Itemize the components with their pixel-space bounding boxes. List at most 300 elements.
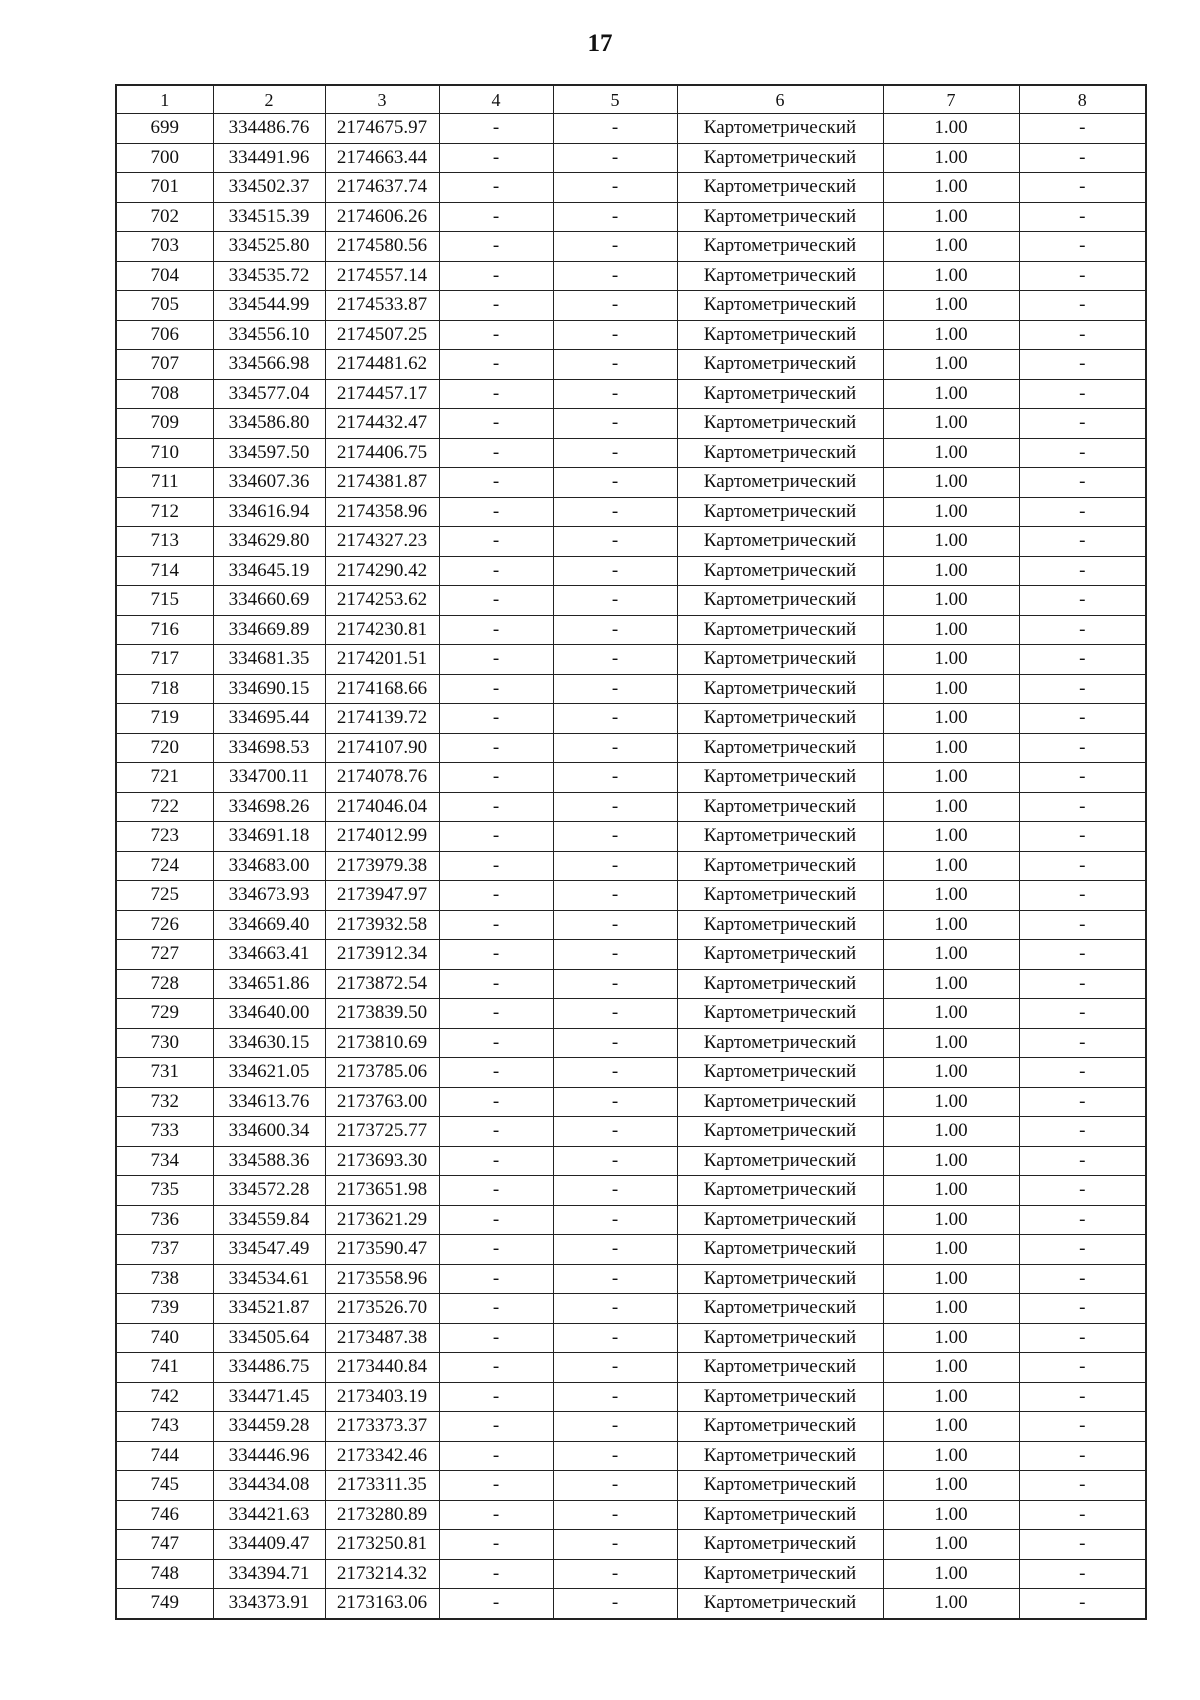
column-5-cell: - bbox=[553, 645, 677, 675]
column-5-cell: - bbox=[553, 261, 677, 291]
x-coordinate-cell: 334669.40 bbox=[213, 910, 325, 940]
y-coordinate-cell: 2174406.75 bbox=[325, 438, 439, 468]
column-5-cell: - bbox=[553, 733, 677, 763]
header-row bbox=[116, 85, 1146, 114]
point-number-cell: 715 bbox=[116, 586, 213, 616]
x-coordinate-cell: 334491.96 bbox=[213, 143, 325, 173]
column-5-cell: - bbox=[553, 1353, 677, 1383]
column-5-cell: - bbox=[553, 851, 677, 881]
column-5-cell: - bbox=[553, 1294, 677, 1324]
column-5-cell: - bbox=[553, 173, 677, 203]
column-4-cell: - bbox=[439, 143, 553, 173]
table-row bbox=[116, 822, 1146, 852]
accuracy-cell: 1.00 bbox=[883, 1117, 1019, 1147]
point-number-cell: 730 bbox=[116, 1028, 213, 1058]
point-number-cell: 706 bbox=[116, 320, 213, 350]
y-coordinate-cell: 2174507.25 bbox=[325, 320, 439, 350]
column-header-1: 1 bbox=[116, 85, 213, 114]
method-cell: Картометрический bbox=[677, 1264, 883, 1294]
column-8-cell: - bbox=[1019, 291, 1146, 321]
method-cell: Картометрический bbox=[677, 1205, 883, 1235]
table-row bbox=[116, 1412, 1146, 1442]
column-4-cell: - bbox=[439, 881, 553, 911]
column-8-cell: - bbox=[1019, 1530, 1146, 1560]
x-coordinate-cell: 334409.47 bbox=[213, 1530, 325, 1560]
accuracy-cell: 1.00 bbox=[883, 704, 1019, 734]
method-cell: Картометрический bbox=[677, 1500, 883, 1530]
column-8-cell: - bbox=[1019, 1058, 1146, 1088]
column-5-cell: - bbox=[553, 1205, 677, 1235]
point-number-cell: 703 bbox=[116, 232, 213, 262]
accuracy-cell: 1.00 bbox=[883, 1500, 1019, 1530]
method-cell: Картометрический bbox=[677, 704, 883, 734]
point-number-cell: 749 bbox=[116, 1589, 213, 1619]
column-4-cell: - bbox=[439, 320, 553, 350]
y-coordinate-cell: 2173725.77 bbox=[325, 1117, 439, 1147]
column-4-cell: - bbox=[439, 527, 553, 557]
x-coordinate-cell: 334700.11 bbox=[213, 763, 325, 793]
column-4-cell: - bbox=[439, 497, 553, 527]
accuracy-cell: 1.00 bbox=[883, 261, 1019, 291]
table-row bbox=[116, 556, 1146, 586]
point-number-cell: 742 bbox=[116, 1382, 213, 1412]
accuracy-cell: 1.00 bbox=[883, 468, 1019, 498]
column-4-cell: - bbox=[439, 1441, 553, 1471]
column-4-cell: - bbox=[439, 586, 553, 616]
accuracy-cell: 1.00 bbox=[883, 320, 1019, 350]
y-coordinate-cell: 2174637.74 bbox=[325, 173, 439, 203]
column-8-cell: - bbox=[1019, 822, 1146, 852]
column-8-cell: - bbox=[1019, 379, 1146, 409]
point-number-cell: 739 bbox=[116, 1294, 213, 1324]
table-row bbox=[116, 1117, 1146, 1147]
point-number-cell: 733 bbox=[116, 1117, 213, 1147]
column-5-cell: - bbox=[553, 704, 677, 734]
table-row bbox=[116, 202, 1146, 232]
accuracy-cell: 1.00 bbox=[883, 674, 1019, 704]
point-number-cell: 743 bbox=[116, 1412, 213, 1442]
x-coordinate-cell: 334669.89 bbox=[213, 615, 325, 645]
column-4-cell: - bbox=[439, 704, 553, 734]
y-coordinate-cell: 2174253.62 bbox=[325, 586, 439, 616]
y-coordinate-cell: 2173651.98 bbox=[325, 1176, 439, 1206]
method-cell: Картометрический bbox=[677, 1471, 883, 1501]
column-8-cell: - bbox=[1019, 114, 1146, 144]
column-5-cell: - bbox=[553, 438, 677, 468]
point-number-cell: 702 bbox=[116, 202, 213, 232]
column-8-cell: - bbox=[1019, 556, 1146, 586]
column-4-cell: - bbox=[439, 1412, 553, 1442]
x-coordinate-cell: 334695.44 bbox=[213, 704, 325, 734]
point-number-cell: 741 bbox=[116, 1353, 213, 1383]
accuracy-cell: 1.00 bbox=[883, 1176, 1019, 1206]
column-5-cell: - bbox=[553, 1500, 677, 1530]
column-8-cell: - bbox=[1019, 350, 1146, 380]
table-row bbox=[116, 1146, 1146, 1176]
column-8-cell: - bbox=[1019, 1353, 1146, 1383]
column-5-cell: - bbox=[553, 1382, 677, 1412]
column-8-cell: - bbox=[1019, 1559, 1146, 1589]
method-cell: Картометрический bbox=[677, 379, 883, 409]
accuracy-cell: 1.00 bbox=[883, 1058, 1019, 1088]
column-4-cell: - bbox=[439, 350, 553, 380]
column-8-cell: - bbox=[1019, 143, 1146, 173]
column-4-cell: - bbox=[439, 1353, 553, 1383]
point-number-cell: 744 bbox=[116, 1441, 213, 1471]
column-4-cell: - bbox=[439, 1087, 553, 1117]
y-coordinate-cell: 2174481.62 bbox=[325, 350, 439, 380]
table-row bbox=[116, 1471, 1146, 1501]
table-row bbox=[116, 763, 1146, 793]
column-8-cell: - bbox=[1019, 320, 1146, 350]
table-row bbox=[116, 1530, 1146, 1560]
x-coordinate-cell: 334535.72 bbox=[213, 261, 325, 291]
y-coordinate-cell: 2174046.04 bbox=[325, 792, 439, 822]
table-row bbox=[116, 438, 1146, 468]
column-4-cell: - bbox=[439, 1264, 553, 1294]
column-header-2: 2 bbox=[213, 85, 325, 114]
accuracy-cell: 1.00 bbox=[883, 999, 1019, 1029]
column-4-cell: - bbox=[439, 1176, 553, 1206]
x-coordinate-cell: 334651.86 bbox=[213, 969, 325, 999]
table-row bbox=[116, 792, 1146, 822]
method-cell: Картометрический bbox=[677, 615, 883, 645]
accuracy-cell: 1.00 bbox=[883, 1441, 1019, 1471]
point-number-cell: 747 bbox=[116, 1530, 213, 1560]
y-coordinate-cell: 2174107.90 bbox=[325, 733, 439, 763]
accuracy-cell: 1.00 bbox=[883, 1028, 1019, 1058]
accuracy-cell: 1.00 bbox=[883, 232, 1019, 262]
table-row bbox=[116, 704, 1146, 734]
point-number-cell: 712 bbox=[116, 497, 213, 527]
table-row bbox=[116, 527, 1146, 557]
y-coordinate-cell: 2174533.87 bbox=[325, 291, 439, 321]
accuracy-cell: 1.00 bbox=[883, 1412, 1019, 1442]
column-5-cell: - bbox=[553, 586, 677, 616]
method-cell: Картометрический bbox=[677, 1176, 883, 1206]
method-cell: Картометрический bbox=[677, 763, 883, 793]
y-coordinate-cell: 2173621.29 bbox=[325, 1205, 439, 1235]
point-number-cell: 723 bbox=[116, 822, 213, 852]
accuracy-cell: 1.00 bbox=[883, 910, 1019, 940]
point-number-cell: 729 bbox=[116, 999, 213, 1029]
column-8-cell: - bbox=[1019, 645, 1146, 675]
method-cell: Картометрический bbox=[677, 645, 883, 675]
y-coordinate-cell: 2174675.97 bbox=[325, 114, 439, 144]
y-coordinate-cell: 2174557.14 bbox=[325, 261, 439, 291]
method-cell: Картометрический bbox=[677, 143, 883, 173]
x-coordinate-cell: 334607.36 bbox=[213, 468, 325, 498]
y-coordinate-cell: 2174432.47 bbox=[325, 409, 439, 439]
column-8-cell: - bbox=[1019, 1028, 1146, 1058]
table-row bbox=[116, 733, 1146, 763]
method-cell: Картометрический bbox=[677, 1589, 883, 1619]
method-cell: Картометрический bbox=[677, 1530, 883, 1560]
y-coordinate-cell: 2174290.42 bbox=[325, 556, 439, 586]
column-5-cell: - bbox=[553, 1028, 677, 1058]
column-header-5: 5 bbox=[553, 85, 677, 114]
column-8-cell: - bbox=[1019, 497, 1146, 527]
column-8-cell: - bbox=[1019, 232, 1146, 262]
y-coordinate-cell: 2174457.17 bbox=[325, 379, 439, 409]
table-row bbox=[116, 910, 1146, 940]
x-coordinate-cell: 334683.00 bbox=[213, 851, 325, 881]
accuracy-cell: 1.00 bbox=[883, 1264, 1019, 1294]
point-number-cell: 708 bbox=[116, 379, 213, 409]
x-coordinate-cell: 334515.39 bbox=[213, 202, 325, 232]
point-number-cell: 738 bbox=[116, 1264, 213, 1294]
point-number-cell: 726 bbox=[116, 910, 213, 940]
accuracy-cell: 1.00 bbox=[883, 1087, 1019, 1117]
column-5-cell: - bbox=[553, 792, 677, 822]
method-cell: Картометрический bbox=[677, 350, 883, 380]
column-8-cell: - bbox=[1019, 1205, 1146, 1235]
accuracy-cell: 1.00 bbox=[883, 143, 1019, 173]
method-cell: Картометрический bbox=[677, 586, 883, 616]
column-8-cell: - bbox=[1019, 851, 1146, 881]
column-8-cell: - bbox=[1019, 674, 1146, 704]
column-5-cell: - bbox=[553, 1589, 677, 1619]
point-number-cell: 707 bbox=[116, 350, 213, 380]
accuracy-cell: 1.00 bbox=[883, 881, 1019, 911]
column-8-cell: - bbox=[1019, 1087, 1146, 1117]
column-5-cell: - bbox=[553, 320, 677, 350]
column-5-cell: - bbox=[553, 497, 677, 527]
method-cell: Картометрический bbox=[677, 320, 883, 350]
point-number-cell: 719 bbox=[116, 704, 213, 734]
table-row bbox=[116, 497, 1146, 527]
column-8-cell: - bbox=[1019, 1235, 1146, 1265]
column-4-cell: - bbox=[439, 1589, 553, 1619]
method-cell: Картометрический bbox=[677, 114, 883, 144]
method-cell: Картометрический bbox=[677, 232, 883, 262]
column-8-cell: - bbox=[1019, 1382, 1146, 1412]
column-8-cell: - bbox=[1019, 1589, 1146, 1619]
column-8-cell: - bbox=[1019, 1146, 1146, 1176]
column-5-cell: - bbox=[553, 556, 677, 586]
method-cell: Картометрический bbox=[677, 1559, 883, 1589]
column-4-cell: - bbox=[439, 291, 553, 321]
column-4-cell: - bbox=[439, 173, 553, 203]
accuracy-cell: 1.00 bbox=[883, 792, 1019, 822]
x-coordinate-cell: 334660.69 bbox=[213, 586, 325, 616]
accuracy-cell: 1.00 bbox=[883, 173, 1019, 203]
column-4-cell: - bbox=[439, 261, 553, 291]
y-coordinate-cell: 2174168.66 bbox=[325, 674, 439, 704]
point-number-cell: 734 bbox=[116, 1146, 213, 1176]
column-8-cell: - bbox=[1019, 202, 1146, 232]
y-coordinate-cell: 2174012.99 bbox=[325, 822, 439, 852]
y-coordinate-cell: 2173763.00 bbox=[325, 1087, 439, 1117]
table-row bbox=[116, 1264, 1146, 1294]
column-5-cell: - bbox=[553, 1058, 677, 1088]
table-row bbox=[116, 1559, 1146, 1589]
point-number-cell: 717 bbox=[116, 645, 213, 675]
column-8-cell: - bbox=[1019, 1323, 1146, 1353]
method-cell: Картометрический bbox=[677, 1323, 883, 1353]
accuracy-cell: 1.00 bbox=[883, 851, 1019, 881]
column-4-cell: - bbox=[439, 763, 553, 793]
method-cell: Картометрический bbox=[677, 468, 883, 498]
column-4-cell: - bbox=[439, 1146, 553, 1176]
accuracy-cell: 1.00 bbox=[883, 733, 1019, 763]
accuracy-cell: 1.00 bbox=[883, 556, 1019, 586]
accuracy-cell: 1.00 bbox=[883, 1353, 1019, 1383]
column-8-cell: - bbox=[1019, 409, 1146, 439]
x-coordinate-cell: 334629.80 bbox=[213, 527, 325, 557]
column-4-cell: - bbox=[439, 114, 553, 144]
column-4-cell: - bbox=[439, 1382, 553, 1412]
column-header-4: 4 bbox=[439, 85, 553, 114]
y-coordinate-cell: 2174606.26 bbox=[325, 202, 439, 232]
y-coordinate-cell: 2173872.54 bbox=[325, 969, 439, 999]
column-4-cell: - bbox=[439, 615, 553, 645]
x-coordinate-cell: 334486.75 bbox=[213, 1353, 325, 1383]
column-5-cell: - bbox=[553, 468, 677, 498]
x-coordinate-cell: 334459.28 bbox=[213, 1412, 325, 1442]
y-coordinate-cell: 2173912.34 bbox=[325, 940, 439, 970]
accuracy-cell: 1.00 bbox=[883, 350, 1019, 380]
accuracy-cell: 1.00 bbox=[883, 409, 1019, 439]
point-number-cell: 731 bbox=[116, 1058, 213, 1088]
x-coordinate-cell: 334505.64 bbox=[213, 1323, 325, 1353]
method-cell: Картометрический bbox=[677, 202, 883, 232]
y-coordinate-cell: 2174580.56 bbox=[325, 232, 439, 262]
point-number-cell: 746 bbox=[116, 1500, 213, 1530]
column-header-3: 3 bbox=[325, 85, 439, 114]
column-8-cell: - bbox=[1019, 704, 1146, 734]
x-coordinate-cell: 334663.41 bbox=[213, 940, 325, 970]
x-coordinate-cell: 334471.45 bbox=[213, 1382, 325, 1412]
point-number-cell: 709 bbox=[116, 409, 213, 439]
column-8-cell: - bbox=[1019, 1412, 1146, 1442]
x-coordinate-cell: 334502.37 bbox=[213, 173, 325, 203]
x-coordinate-cell: 334373.91 bbox=[213, 1589, 325, 1619]
point-number-cell: 740 bbox=[116, 1323, 213, 1353]
x-coordinate-cell: 334681.35 bbox=[213, 645, 325, 675]
table-row bbox=[116, 291, 1146, 321]
point-number-cell: 727 bbox=[116, 940, 213, 970]
x-coordinate-cell: 334616.94 bbox=[213, 497, 325, 527]
column-5-cell: - bbox=[553, 674, 677, 704]
column-4-cell: - bbox=[439, 379, 553, 409]
y-coordinate-cell: 2174358.96 bbox=[325, 497, 439, 527]
accuracy-cell: 1.00 bbox=[883, 822, 1019, 852]
table-row bbox=[116, 645, 1146, 675]
column-4-cell: - bbox=[439, 1559, 553, 1589]
table-body bbox=[116, 114, 1146, 1619]
column-8-cell: - bbox=[1019, 881, 1146, 911]
column-5-cell: - bbox=[553, 1117, 677, 1147]
x-coordinate-cell: 334394.71 bbox=[213, 1559, 325, 1589]
column-header-8: 8 bbox=[1019, 85, 1146, 114]
table-row bbox=[116, 1441, 1146, 1471]
y-coordinate-cell: 2173440.84 bbox=[325, 1353, 439, 1383]
accuracy-cell: 1.00 bbox=[883, 114, 1019, 144]
method-cell: Картометрический bbox=[677, 291, 883, 321]
table-row bbox=[116, 261, 1146, 291]
column-8-cell: - bbox=[1019, 792, 1146, 822]
accuracy-cell: 1.00 bbox=[883, 1589, 1019, 1619]
x-coordinate-cell: 334486.76 bbox=[213, 114, 325, 144]
point-number-cell: 716 bbox=[116, 615, 213, 645]
column-8-cell: - bbox=[1019, 1471, 1146, 1501]
column-5-cell: - bbox=[553, 291, 677, 321]
point-number-cell: 725 bbox=[116, 881, 213, 911]
accuracy-cell: 1.00 bbox=[883, 202, 1019, 232]
x-coordinate-cell: 334521.87 bbox=[213, 1294, 325, 1324]
table-row bbox=[116, 379, 1146, 409]
column-4-cell: - bbox=[439, 733, 553, 763]
y-coordinate-cell: 2173250.81 bbox=[325, 1530, 439, 1560]
point-number-cell: 736 bbox=[116, 1205, 213, 1235]
method-cell: Картометрический bbox=[677, 1294, 883, 1324]
coordinates-table bbox=[115, 84, 1147, 1620]
point-number-cell: 705 bbox=[116, 291, 213, 321]
x-coordinate-cell: 334645.19 bbox=[213, 556, 325, 586]
column-5-cell: - bbox=[553, 379, 677, 409]
method-cell: Картометрический bbox=[677, 527, 883, 557]
method-cell: Картометрический bbox=[677, 1441, 883, 1471]
y-coordinate-cell: 2173785.06 bbox=[325, 1058, 439, 1088]
method-cell: Картометрический bbox=[677, 733, 883, 763]
table-row bbox=[116, 851, 1146, 881]
column-4-cell: - bbox=[439, 822, 553, 852]
method-cell: Картометрический bbox=[677, 940, 883, 970]
column-5-cell: - bbox=[553, 763, 677, 793]
x-coordinate-cell: 334556.10 bbox=[213, 320, 325, 350]
point-number-cell: 748 bbox=[116, 1559, 213, 1589]
y-coordinate-cell: 2173947.97 bbox=[325, 881, 439, 911]
point-number-cell: 724 bbox=[116, 851, 213, 881]
column-5-cell: - bbox=[553, 409, 677, 439]
table-row bbox=[116, 1500, 1146, 1530]
x-coordinate-cell: 334586.80 bbox=[213, 409, 325, 439]
column-4-cell: - bbox=[439, 468, 553, 498]
column-header-7: 7 bbox=[883, 85, 1019, 114]
column-4-cell: - bbox=[439, 232, 553, 262]
method-cell: Картометрический bbox=[677, 822, 883, 852]
column-8-cell: - bbox=[1019, 438, 1146, 468]
column-4-cell: - bbox=[439, 1471, 553, 1501]
x-coordinate-cell: 334547.49 bbox=[213, 1235, 325, 1265]
column-4-cell: - bbox=[439, 1058, 553, 1088]
column-8-cell: - bbox=[1019, 173, 1146, 203]
y-coordinate-cell: 2173590.47 bbox=[325, 1235, 439, 1265]
column-5-cell: - bbox=[553, 999, 677, 1029]
method-cell: Картометрический bbox=[677, 1235, 883, 1265]
column-4-cell: - bbox=[439, 674, 553, 704]
column-8-cell: - bbox=[1019, 586, 1146, 616]
x-coordinate-cell: 334588.36 bbox=[213, 1146, 325, 1176]
accuracy-cell: 1.00 bbox=[883, 645, 1019, 675]
y-coordinate-cell: 2174663.44 bbox=[325, 143, 439, 173]
method-cell: Картометрический bbox=[677, 969, 883, 999]
page-number: 17 bbox=[587, 30, 613, 57]
column-5-cell: - bbox=[553, 143, 677, 173]
point-number-cell: 713 bbox=[116, 527, 213, 557]
column-8-cell: - bbox=[1019, 969, 1146, 999]
column-8-cell: - bbox=[1019, 763, 1146, 793]
method-cell: Картометрический bbox=[677, 261, 883, 291]
point-number-cell: 704 bbox=[116, 261, 213, 291]
column-4-cell: - bbox=[439, 999, 553, 1029]
y-coordinate-cell: 2174230.81 bbox=[325, 615, 439, 645]
table-row bbox=[116, 1087, 1146, 1117]
column-5-cell: - bbox=[553, 1176, 677, 1206]
column-8-cell: - bbox=[1019, 527, 1146, 557]
column-8-cell: - bbox=[1019, 468, 1146, 498]
